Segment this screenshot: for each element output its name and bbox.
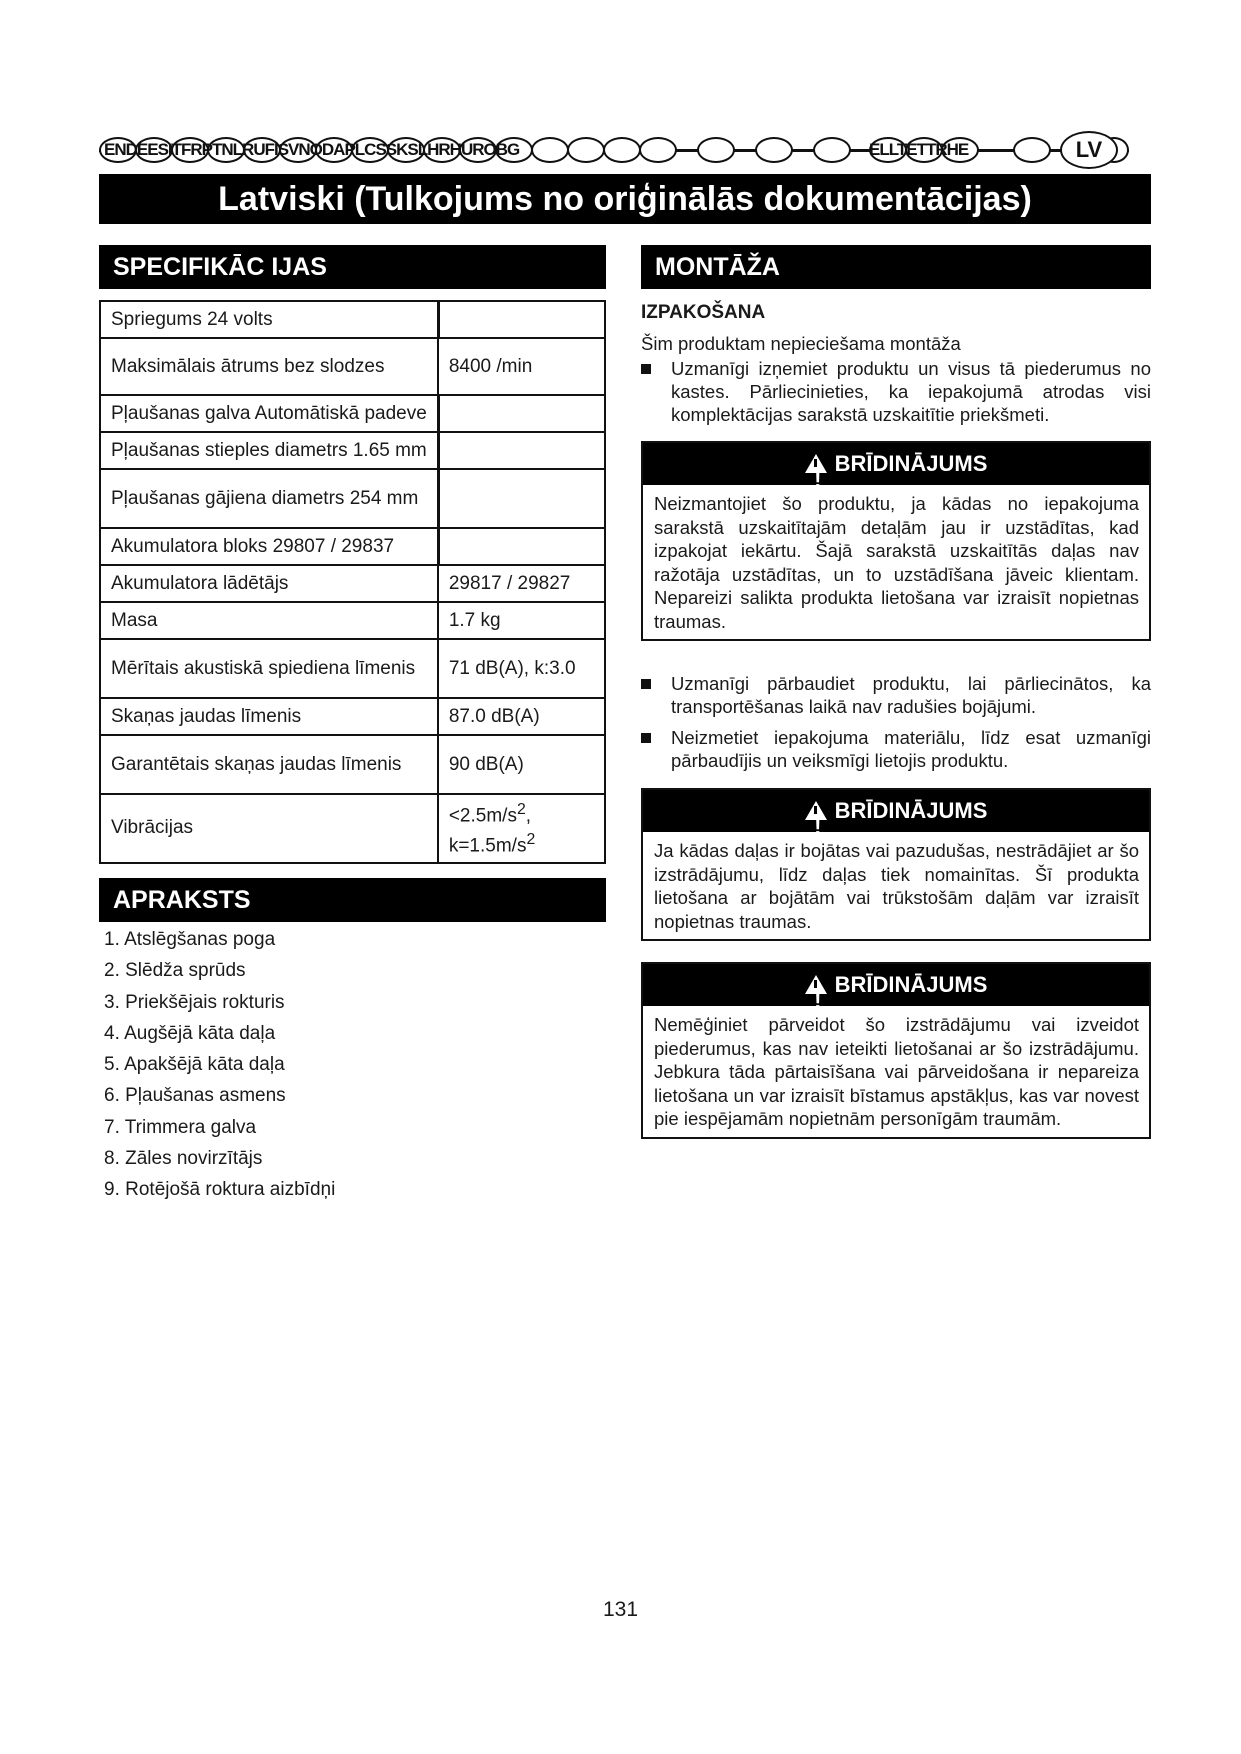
warning-triangle-icon: ! [805,454,827,473]
spec-value: 71 dB(A), k:3.0 [438,639,605,698]
table-row [100,735,605,794]
spec-label: Vibrācijas [100,794,438,863]
table-row [100,602,605,639]
spec-label: Pļaušanas galva Automātiskā padeve [100,395,438,432]
spec-value [438,301,605,338]
table-row [100,469,605,528]
unpacking-bullets-1 [641,357,1151,426]
spec-value: 8400 /min [438,338,605,395]
list-item: Neizmetiet iepakojuma materiālu, līdz esat uzmanīgi pārbaudījis un veiksmīgi lietojis produktu. [641,726,1151,772]
page-number: 131 [602,1598,639,1621]
warning-triangle-icon: ! [805,975,827,994]
table-row [100,528,605,565]
spec-value: 87.0 dB(A) [438,698,605,735]
list-item: 2. Slēdža sprūds [104,960,246,982]
list-item: Uzmanīgi pārbaudiet produktu, lai pārliecinātos, ka transportēšanas laikā nav radušies bojājumi. [641,672,1151,718]
list-item: 5. Apakšējā kāta daļa [104,1054,285,1076]
spec-label: Akumulatora bloks 29807 / 29837 [100,528,438,565]
list-item: 1. Atslēgšanas poga [104,929,276,950]
page-title: Latviski (Tulkojums no oriģinālās dokumentācijas) [99,174,1151,224]
spec-value [438,528,605,565]
spec-value: 90 dB(A) [438,735,605,794]
spec-value: 1.7 kg [438,602,605,639]
warning-box-1 [641,441,1151,641]
spec-label: Garantētais skaņas jaudas līmenis [100,735,438,794]
list-item: 3. Priekšējais rokturis [104,991,285,1013]
table-row [100,395,605,432]
spec-label: Skaņas jaudas līmenis [100,698,438,735]
parts-list [104,924,335,1206]
table-row [100,301,605,338]
language-tab [1013,137,1051,163]
warning-box-2 [641,788,1151,941]
warning-header: ! BRĪDINĀJUMS [643,964,1149,1006]
language-tab [639,137,677,163]
spec-value [438,395,605,432]
spec-value [438,469,605,528]
spec-value [438,432,605,469]
unpacking-bullets-2 [641,672,1151,772]
active-language-tab: LV [1060,131,1118,169]
warning-header: ! BRĪDINĀJUMS [643,790,1149,832]
spec-label: Mērītais akustiskā spiediena līmenis [100,639,438,698]
table-row [100,794,605,863]
spec-label: Pļaušanas stieples diametrs 1.65 mm [100,432,438,469]
list-item: 6. Pļaušanas asmens [104,1085,286,1107]
language-tab [755,137,793,163]
table-row [100,338,605,395]
specs-heading: SPECIFIKĀC IJAS [99,245,606,289]
language-tab [697,137,735,163]
table-row [100,432,605,469]
spec-label: Maksimālais ātrums bez slodzes [100,338,438,395]
table-row [100,565,605,602]
list-item: Uzmanīgi izņemiet produktu un visus tā piederumus no kastes. Pārliecinieties, ka iepakojumā atrodas visi komplektācijas sarakstā uzskaitītie priekšmeti. [641,357,1151,426]
list-item: 8. Zāles novirzītājs [104,1148,263,1170]
language-codes-left: ENDEESITFRPTNLRUFISVNODAPLCSSKSLHRHUROBG [104,140,520,159]
warning-triangle-icon: ! [805,801,827,820]
spec-label: Pļaušanas gājiena diametrs 254 mm [100,469,438,528]
specs-table [99,300,606,864]
spec-value: 29817 / 29827 [438,565,605,602]
warning-text: Neizmantojiet šo produktu, ja kādas no iepakojuma sarakstā uzskaitītajām detaļām jau ir uzstādītas, kad izpakojat iekārtu. Šajā sarakstā uzskaitītās daļas nav ražotāja uzstādītas, un to uzstādīšana jāveic klientam. Nepareizi salikta produkta lietošana var izraisīt nopietnas traumas. [654,493,1139,632]
language-tab [813,137,851,163]
description-heading: APRAKSTS [99,878,606,922]
warning-box-3 [641,962,1151,1139]
language-codes-right: ELLTETTRHE [869,140,969,159]
unpacking-subheading: IZPAKOŠANA [641,302,766,323]
spec-label: Masa [100,602,438,639]
language-tab [567,137,605,163]
table-row [100,639,605,698]
assembly-intro: Šim produktam nepieciešama montāža [641,333,961,354]
warning-header: ! BRĪDINĀJUMS [643,443,1149,485]
list-item: 7. Trimmera galva [104,1116,257,1138]
warning-text: Ja kādas daļas ir bojātas vai pazudušas, nestrādājiet ar šo izstrādājumu, līdz daļas tiek nomainītas. Šī produkta lietošana ar bojātām vai trūkstošām daļām var izraisīt nopietnas traumas. [654,840,1139,932]
list-item: 9. Rotējošā roktura aizbīdņi [104,1179,336,1201]
language-tab-row [99,131,1129,171]
bullet-icon [641,679,651,689]
language-tab [531,137,569,163]
language-tab [603,137,641,163]
spec-label: Akumulatora lādētājs [100,565,438,602]
warning-text: Nemēģiniet pārveidot šo izstrādājumu vai izveidot piederumus, kas nav ieteikti lietošanai ar šo izstrādājumu. Jebkura tāda pārtaisīšana vai pārveidošana ir nepareiza lietošana un var izraisīt bīstamus apstākļus, kas var novest pie iespējamām nopietnām personīgām traumām. [654,1014,1139,1129]
spec-value: $<2.5m/s^2$, $k=1.5m/s^2$ [438,794,605,863]
bullet-icon [641,733,651,743]
bullet-icon [641,364,651,374]
spec-label: Spriegums 24 volts [100,301,438,338]
list-item: 4. Augšējā kāta daļa [104,1022,276,1044]
assembly-heading: MONTĀŽA [641,245,1151,289]
table-row [100,698,605,735]
